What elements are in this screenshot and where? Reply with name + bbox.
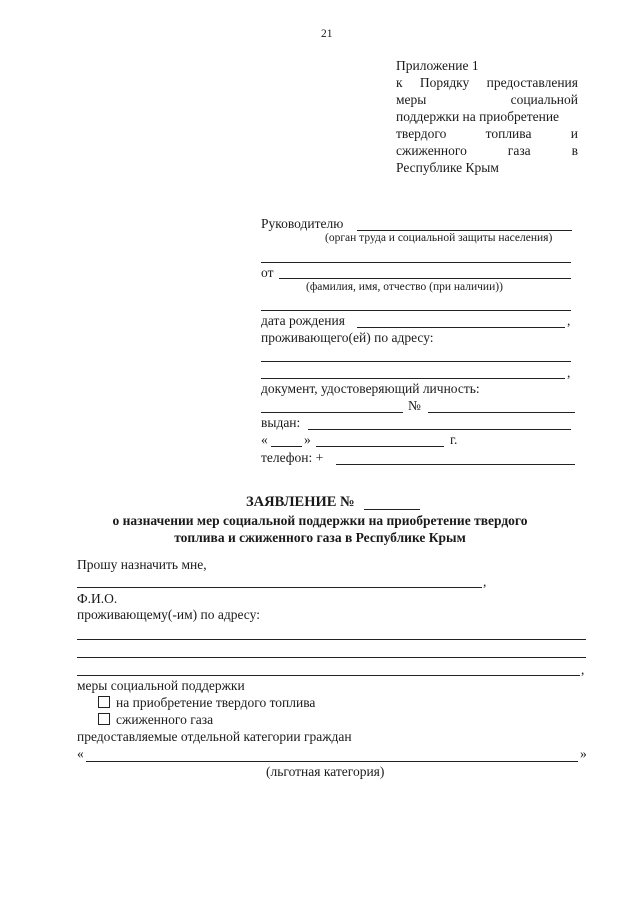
issued-month-field[interactable] — [316, 446, 444, 447]
appendix-word: меры — [396, 92, 427, 107]
address-field-2[interactable] — [261, 378, 565, 379]
appendix-line-4 — [396, 126, 578, 142]
appendix-word: твердого — [396, 126, 447, 141]
document-number-field[interactable] — [428, 412, 575, 413]
phone-label: телефон: + — [261, 450, 324, 465]
category-caption: (льготная категория) — [266, 764, 385, 779]
number-sign: № — [408, 398, 421, 413]
body-address-field-1[interactable] — [77, 639, 586, 640]
category-quote-close: » — [580, 746, 587, 761]
body-address-field-2[interactable] — [77, 657, 586, 658]
statement-title — [246, 494, 355, 511]
option-liquefied-gas-label: сжиженного газа — [116, 712, 214, 727]
address-comma: , — [567, 365, 571, 380]
issued-label: выдан: — [261, 415, 301, 430]
appendix-line-3: поддержки на приобретение — [396, 109, 560, 124]
appendix-line-1 — [396, 75, 578, 91]
option-solid-fuel[interactable] — [98, 695, 315, 711]
appendix-title: Приложение 1 — [396, 58, 479, 73]
appendix-word: в — [571, 143, 578, 158]
appendix-word: предоставления — [486, 75, 578, 90]
statement-title-text: ЗАЯВЛЕНИЕ № — [246, 494, 355, 510]
fio-field[interactable] — [279, 278, 571, 279]
checkbox-solid-fuel[interactable] — [98, 696, 110, 708]
category-field[interactable] — [86, 761, 578, 762]
issued-by-field[interactable] — [308, 429, 571, 430]
body-address-field-3[interactable] — [77, 675, 580, 676]
document-label: документ, удостоверяющий личность: — [261, 381, 480, 396]
birth-date-field[interactable] — [357, 327, 565, 328]
appendix-word: Порядку — [419, 75, 470, 90]
appendix-line-2 — [396, 92, 578, 108]
checkbox-liquefied-gas[interactable] — [98, 713, 110, 725]
birth-label: дата рождения — [261, 313, 345, 328]
appendix-word: социальной — [510, 92, 578, 107]
appendix-word: топлива — [485, 126, 532, 141]
applicant-name-field[interactable] — [77, 587, 482, 588]
residing-label: проживающего(ей) по адресу: — [261, 330, 434, 345]
residing-text: проживающему(-им) по адресу: — [77, 607, 260, 622]
organ-caption: (орган труда и социальной защиты населения) — [325, 232, 553, 244]
category-intro: предоставляемые отдельной категории граждан — [77, 729, 352, 744]
request-text: Прошу назначить мне, — [77, 557, 207, 572]
appendix-word: сжиженного — [396, 143, 467, 158]
category-quote-open: « — [77, 746, 84, 761]
measures-text: меры социальной поддержки — [77, 678, 245, 693]
from-label: от — [261, 265, 274, 280]
appendix-word: и — [570, 126, 578, 141]
birth-comma: , — [567, 313, 571, 328]
address-field-1[interactable] — [261, 361, 571, 362]
body-address-comma: , — [581, 662, 585, 677]
statement-number-field[interactable] — [364, 509, 420, 510]
phone-field[interactable] — [336, 464, 575, 465]
option-liquefied-gas[interactable] — [98, 712, 213, 728]
document-series-field[interactable] — [261, 412, 403, 413]
issued-date-quote-open: « — [261, 432, 268, 447]
statement-subtitle-1: о назначении мер социальной поддержки на приобретение твердого — [112, 513, 528, 528]
applicant-comma: , — [483, 574, 487, 589]
issued-day-field[interactable] — [271, 446, 302, 447]
organ-field[interactable] — [357, 230, 572, 231]
page-number: 21 — [321, 28, 333, 40]
appendix-line-5 — [396, 143, 578, 159]
year-suffix: г. — [450, 432, 458, 447]
organ-field-line-2[interactable] — [261, 262, 571, 263]
option-solid-fuel-label: на приобретение твердого топлива — [116, 695, 316, 710]
appendix-word: к — [396, 75, 403, 90]
appendix-line-6: Республике Крым — [396, 160, 499, 175]
statement-subtitle-2: топлива и сжиженного газа в Республике Крым — [174, 530, 466, 545]
issued-date-quote-close: » — [304, 432, 311, 447]
fio-field-line-2[interactable] — [261, 310, 571, 311]
fio-caption: (фамилия, имя, отчество (при наличии)) — [306, 281, 503, 293]
appendix-word: газа — [507, 143, 531, 158]
fio-label: Ф.И.О. — [77, 591, 118, 606]
to-label: Руководителю — [261, 216, 344, 231]
